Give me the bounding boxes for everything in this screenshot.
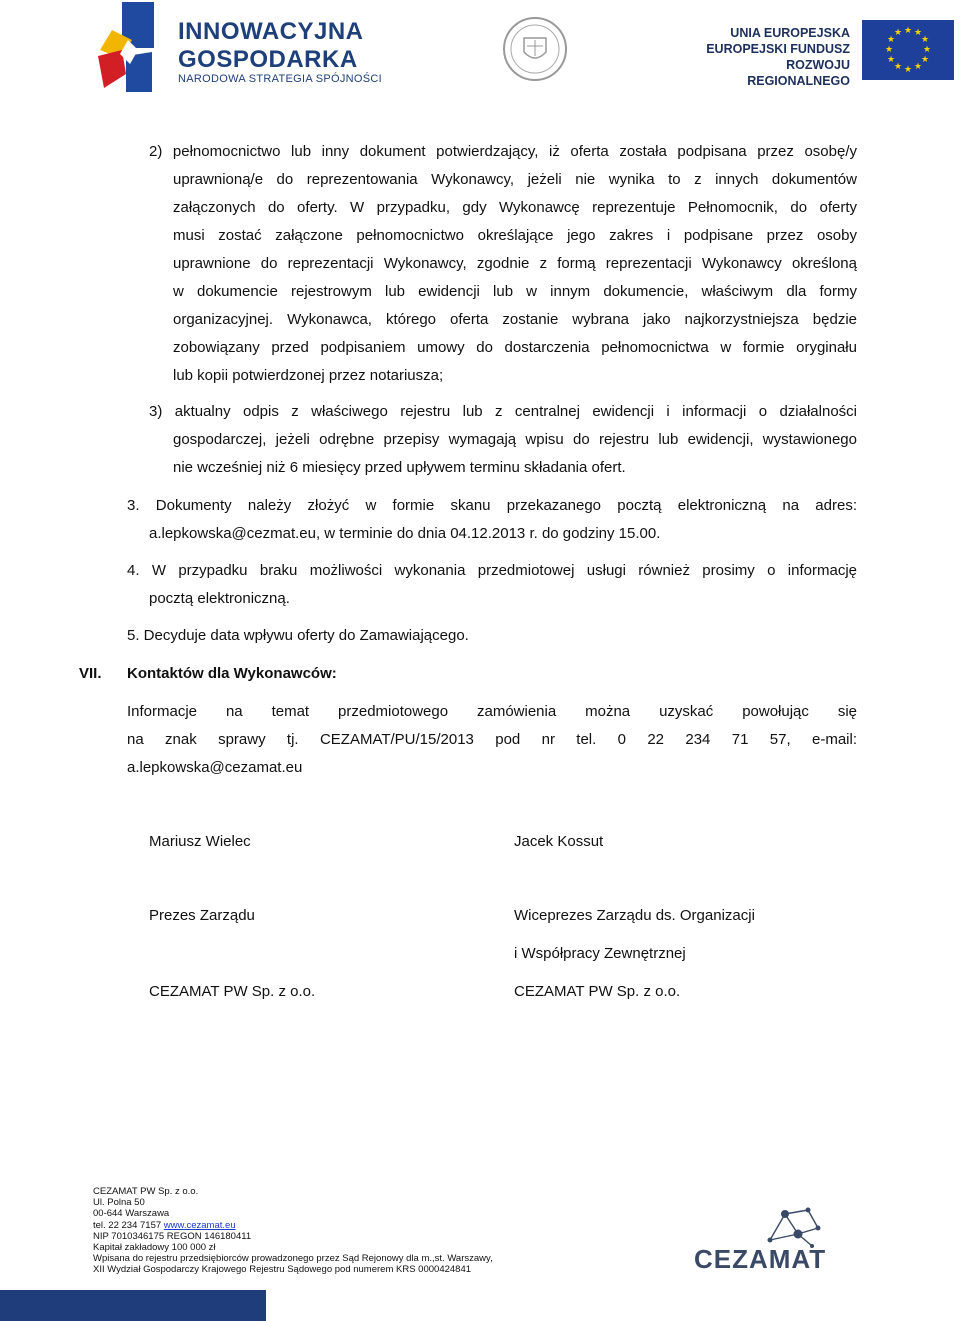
section-7-line: Informacje na temat przedmiotowego zamówienia można uzyskać powołując się — [127, 703, 857, 720]
point-4-continuation — [149, 585, 857, 613]
footer-line: CEZAMAT PW Sp. z o.o. — [93, 1186, 199, 1197]
signer-right-title-2: i Współpracy Zewnętrznej — [514, 945, 686, 962]
svg-text:★: ★ — [893, 62, 903, 72]
footer-line: 00-644 Warszawa — [93, 1208, 170, 1220]
signer-right-name: Jacek Kossut — [514, 833, 604, 850]
item-2-line: uprawnioną/e do reprezentowania Wykonawcy, jeżeli nie wynika to z innych dokumentów — [173, 171, 857, 188]
point-4-line: pocztą elektroniczną. — [149, 590, 290, 607]
eu-line2: EUROPEJSKI FUNDUSZ — [706, 42, 850, 56]
signer-left-name: Mariusz Wielec — [149, 833, 251, 850]
item-2-line: zobowiązany przed podpisaniem umowy do dostarczenia pełnomocnictwa w formie oryginału — [173, 339, 857, 356]
footer-line: Wpisana do rejestru przedsiębiorców prowadzonego przez Sąd Rejonowy dla m.,st. Warszawy, — [93, 1253, 493, 1265]
point-4-paragraph — [127, 557, 857, 585]
footer-company-info — [93, 1186, 553, 1276]
item-3-line: gospodarczej, jeżeli odrębne przepisy wymagają wpisu do rejestru lub ewidencji, wystawionego — [173, 431, 857, 448]
eu-flag-icon — [862, 20, 954, 80]
item-2-continuation — [173, 166, 857, 390]
svg-text:★: ★ — [886, 35, 896, 45]
item-3-line: nie wcześniej niż 6 miesięcy przed upływem terminu składania ofert. — [173, 459, 626, 476]
footer-color-bar — [0, 1290, 266, 1321]
item-2-line: w dokumencie rejestrowym lub ewidencji lub w innym dokumencie, właściwym dla formy — [173, 283, 857, 300]
section-7-line: na znak sprawy tj. CEZAMAT/PU/15/2013 pod nr tel. 0 22 234 71 57, e-mail: — [127, 731, 857, 748]
svg-text:★: ★ — [903, 65, 913, 75]
point-5-paragraph — [127, 622, 857, 650]
item-2-line: załączonych do oferty. W przypadku, gdy Wykonawcę reprezentuje Pełnomocnik, do oferty — [173, 199, 857, 216]
ig-title-line2: GOSPODARKA — [178, 46, 358, 73]
item-2-line: 2) pełnomocnictwo lub inny dokument potwierdzający, iż oferta została podpisana przez osobę/y — [149, 143, 857, 160]
signer-left-company: CEZAMAT PW Sp. z o.o. — [149, 983, 316, 1000]
section-7-number: VII. — [79, 665, 102, 682]
signer-right-title: Wiceprezes Zarządu ds. Organizacji — [514, 907, 755, 924]
footer-website-link[interactable]: www.cezamat.eu — [163, 1219, 236, 1231]
point-3-line: 3. Dokumenty należy złożyć w formie skanu przekazanego pocztą elektroniczną na adres: — [127, 497, 857, 514]
point-4-line: 4. W przypadku braku możliwości wykonania przedmiotowej usługi również prosimy o informację — [127, 562, 857, 579]
university-seal-icon — [502, 16, 568, 82]
item-3-continuation — [173, 426, 857, 482]
eu-line3: ROZWOJU REGIONALNEGO — [747, 58, 850, 88]
innowacyjna-gospodarka-logo — [92, 0, 392, 96]
item-2-line: lub kopii potwierdzonej przez notariusza; — [173, 367, 444, 384]
svg-text:★: ★ — [913, 62, 923, 72]
signer-right-company: CEZAMAT PW Sp. z o.o. — [514, 983, 681, 1000]
point-3-paragraph — [127, 492, 857, 520]
footer-tel-line — [93, 1220, 553, 1231]
item-3-paragraph — [149, 398, 857, 426]
eu-fund-label — [690, 25, 850, 89]
footer-line: Kapitał zakładowy 100 000 zł — [93, 1242, 216, 1254]
ig-subtitle: NARODOWA STRATEGIA SPÓJNOŚCI — [178, 73, 382, 85]
svg-text:★: ★ — [920, 35, 930, 45]
svg-text:★: ★ — [920, 55, 930, 65]
svg-text:★: ★ — [884, 45, 894, 55]
footer-line: XII Wydział Gospodarczy Krajowego Rejestru Sądowego pod numerem KRS 0000424841 — [93, 1264, 472, 1276]
svg-text:★: ★ — [913, 28, 923, 38]
footer-line: NIP 7010346175 REGON 146180411 — [93, 1230, 252, 1242]
section-7-line: a.lepkowska@cezamat.eu — [127, 759, 303, 776]
ig-title-line1: INNOWACYJNA — [178, 18, 364, 45]
footer-tel: tel. 22 234 7157 — [93, 1219, 164, 1231]
ig-star-icon — [92, 0, 178, 96]
svg-text:★: ★ — [922, 45, 932, 55]
svg-text:★: ★ — [893, 28, 903, 38]
item-2-paragraph — [149, 138, 857, 166]
svg-text:★: ★ — [903, 26, 913, 36]
footer-line: Ul. Polna 50 — [93, 1197, 145, 1209]
point-3-continuation — [149, 520, 857, 548]
eu-line1: UNIA EUROPEJSKA — [730, 26, 850, 40]
section-7-body — [127, 698, 857, 782]
cezamat-logo — [690, 1200, 830, 1280]
section-7-title: Kontaktów dla Wykonawców: — [127, 665, 337, 682]
item-2-line: musi zostać załączone pełnomocnictwo określające jego zakres i podpisane przez osoby — [173, 227, 857, 244]
point-3-line: a.lepkowska@cezmat.eu, w terminie do dnia 04.12.2013 r. do godziny 15.00. — [149, 525, 661, 542]
item-3-line: 3) aktualny odpis z właściwego rejestru lub z centralnej ewidencji i informacji o działalności — [149, 403, 857, 420]
cezamat-logo-text: CEZAMAT — [694, 1244, 827, 1274]
item-2-line: uprawnione do reprezentacji Wykonawcy, zgodnie z formą reprezentacji Wykonawcy określoną — [173, 255, 857, 272]
cezamat-network-icon — [690, 1200, 830, 1250]
item-2-line: organizacyjnej. Wykonawca, którego oferta zostanie wybrana jako najkorzystniejsza będzie — [173, 311, 857, 328]
svg-text:★: ★ — [886, 55, 896, 65]
point-5-line: 5. Decyduje data wpływu oferty do Zamawiającego. — [127, 627, 469, 644]
signer-left-title: Prezes Zarządu — [149, 907, 255, 924]
